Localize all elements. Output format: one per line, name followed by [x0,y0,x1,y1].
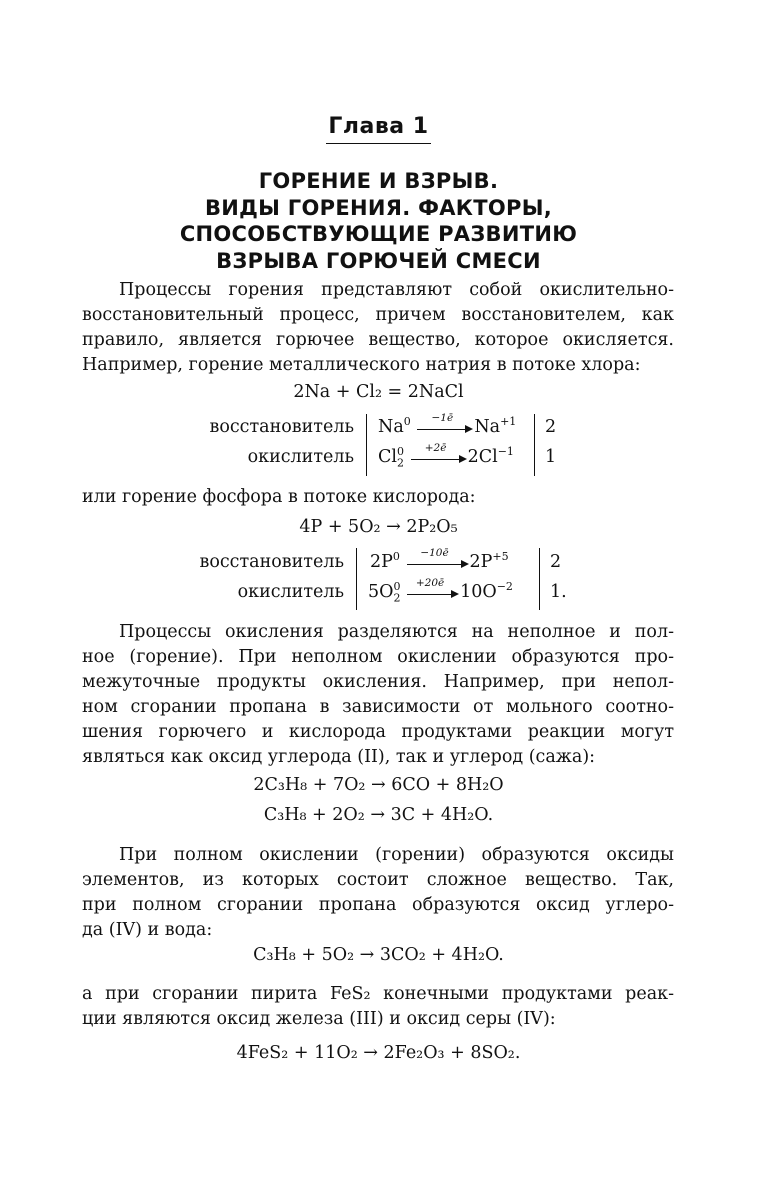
electron-transfer-arrow [417,411,473,433]
phosphorus-half-reaction [370,546,509,572]
electron-balance-coefficient: 1. [550,582,567,602]
paragraph-4 [82,843,674,943]
propane-soot-equation: C₃H₈ + 2O₂ → 3C + 4H₂O. [263,805,494,825]
reductant-label: восстановитель [209,417,354,437]
electron-label: −10ē [420,546,449,559]
text-line: а при сгорании пирита FeS₂ конечными продуктами реак- [82,984,674,1004]
section-title [0,168,757,274]
electron-label: +2ē [424,441,447,454]
propane-incomplete-equation: 2C₃H₈ + 7O₂ → 6CO + 8H₂O [253,775,504,795]
sodium-chlorine-equation: 2Na + Cl₂ = 2NaCl [293,382,464,402]
electron-transfer-arrow [411,441,467,463]
text-line: ции являются оксид железа (III) и оксид серы (IV): [82,1009,556,1029]
text-line: ном сгорании пропана в зависимости от мольного соотно- [82,697,674,717]
title-line: ВЗРЫВА ГОРЮЧЕЙ СМЕСИ [216,248,541,273]
electron-transfer-arrow [407,576,459,598]
text-line: являться как оксид углерода (II), так и углерод (сажа): [82,747,596,767]
formula-part: 0 [397,445,404,459]
paragraph-2 [82,485,674,510]
formula-part: Na [378,417,404,437]
text-line: Процессы окисления разделяются на неполное и пол- [119,622,674,642]
oxidant-label: окислитель [237,582,344,602]
text-line: восстановительный процесс, причем восстановителем, как [82,305,674,325]
formula-part: Na [474,417,501,437]
electron-label: −1ē [431,411,454,424]
formula-part: −2 [496,580,513,594]
formula-part: 2 [397,456,404,470]
formula-part: 5O [368,582,394,602]
electron-balance-coefficient: 1 [545,447,557,467]
electron-balance-coefficient: 2 [550,552,562,572]
formula-part: 0 [392,550,400,564]
title-line: ВИДЫ ГОРЕНИЯ. ФАКТОРЫ, [204,195,553,220]
text-line: да (IV) и вода: [82,920,213,940]
text-line: межуточные продукты окисления. Например, при непол- [82,672,674,692]
phosphorus-oxygen-equation: 4P + 5O₂ → 2P₂O₅ [299,517,458,537]
formula-part: Cl [378,447,397,467]
chlorine-half-reaction [378,441,514,470]
chapter-heading [0,114,757,144]
half-reaction-divider [539,548,540,610]
text-line: или горение фосфора в потоке кислорода: [82,487,476,507]
formula-part: −1 [497,445,514,459]
text-line: При полном окислении (горении) образуются оксиды [119,845,674,865]
formula-part: 0 [403,415,411,429]
text-line: Процессы горения представляют собой окислительно- [119,280,674,300]
formula-part: 2P [370,552,393,572]
text-line: шения горючего и кислорода продуктами реакции могут [82,722,674,742]
formula-part: 2 [393,591,401,605]
pyrite-equation: 4FeS₂ + 11O₂ → 2Fe₂O₃ + 8SO₂. [236,1043,521,1063]
text-line: при полном сгорании пропана образуются оксид углеро- [82,895,674,915]
oxidant-label: окислитель [247,447,354,467]
text-line: элементов, из которых состоит сложное вещество. Так, [82,870,674,890]
oxygen-half-reaction [368,576,513,605]
propane-complete-equation: C₃H₈ + 5O₂ → 3CO₂ + 4H₂O. [253,945,504,965]
paragraph-1 [82,278,674,378]
formula-part: +1 [500,415,517,429]
title-line: ГОРЕНИЕ И ВЗРЫВ. [258,169,499,193]
formula-part: 0 [393,580,401,594]
text-line: Например, горение металлического натрия в потоке хлора: [82,355,641,375]
paragraph-3 [82,620,674,770]
reductant-label: восстановитель [199,552,344,572]
sodium-half-reaction [378,411,517,437]
text-line: ное (горение). При неполном окислении образуются про- [82,647,674,667]
electron-transfer-arrow [407,546,469,568]
text-line: правило, является горючее вещество, которое окисляется. [82,330,674,350]
half-reaction-divider [356,548,357,610]
paragraph-5 [82,982,674,1032]
formula-part: 2P [469,552,493,572]
formula-part: 2Cl [467,447,498,467]
half-reaction-divider [366,414,367,476]
electron-balance-coefficient: 2 [545,417,557,437]
title-line: СПОСОБСТВУЮЩИЕ РАЗВИТИЮ [179,222,578,246]
formula-part: +5 [492,550,509,564]
formula-part: 10O [460,582,497,602]
chapter-label: Глава 1 [326,114,430,144]
electron-label: +20ē [415,576,445,589]
half-reaction-divider [534,414,535,476]
